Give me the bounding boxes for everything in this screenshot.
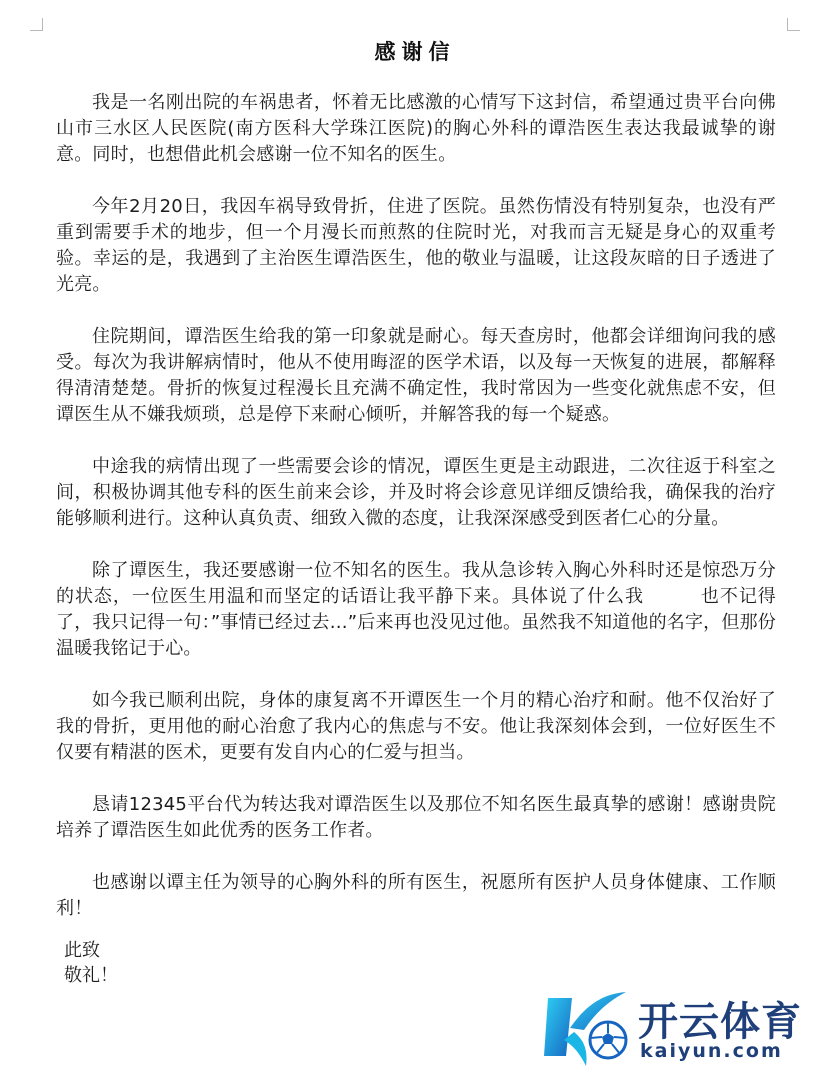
- letter-body: [56, 90, 776, 948]
- brand-url: kaiyun.com: [640, 1040, 783, 1062]
- brand-watermark: [540, 978, 810, 1078]
- brand-name: 开云体育: [638, 999, 802, 1045]
- paragraph-3: 住院期间，谭浩医生给我的第一印象就是耐心。每天查房时，他都会详细询问我的感受。每次为我讲解病情时，他从不使用晦涩的医学术语，以及每一天恢复的进展，都解释得清清楚楚。骨折的恢复过程漫长且充满不确定性，我时常因为一些变化就焦虑不安，但谭医生从不嫌我烦琐，总是停下来耐心倾听，并解答我的每一个疑惑。: [56, 326, 776, 425]
- paragraph-8: 也感谢以谭主任为领导的心胸外科的所有医生，祝愿所有医护人员身体健康、工作顺利！: [56, 872, 776, 919]
- closing-salutation: 此致: [64, 940, 100, 961]
- page-corner-mark-left: [30, 18, 43, 31]
- page-corner-mark-right: [787, 18, 800, 31]
- paragraph-7: 恳请12345平台代为转达我对谭浩医生以及那位不知名医生最真挚的感谢！感谢贵院培养了谭浩医生如此优秀的医务工作者。: [56, 794, 776, 841]
- letter-title: 感谢信: [374, 40, 456, 64]
- brand-logo-icon: [540, 978, 640, 1078]
- closing-regards: 敬礼！: [64, 965, 118, 986]
- paragraph-6: 如今我已顺利出院，身体的康复离不开谭医生一个月的精心治疗和耐。他不仅治好了我的骨折，更用他的耐心治愈了我内心的焦虑与不安。他让我深刻体会到，一位好医生不仅要有精湛的医术，更要有发自内心的仁爱与担当。: [56, 690, 776, 763]
- paragraph-2: 今年2月20日，我因车祸导致骨折，住进了医院。虽然伤情没有特别复杂，也没有严重到需要手术的地步，但一个月漫长而煎熬的住院时光，对我而言无疑是身心的双重考验。幸运的是，我遇到了主治医生谭浩医生，他的敬业与温暖，让这段灰暗的日子透进了光亮。: [56, 196, 776, 295]
- paragraph-4: 中途我的病情出现了一些需要会诊的情况，谭医生更是主动跟进，二次往返于科室之间，积极协调其他专科的医生前来会诊，并及时将会诊意见详细反馈给我，确保我的治疗能够顺利进行。这种认真负责、细致入微的态度，让我深深感受到医者仁心的分量。: [56, 456, 776, 529]
- paragraph-1: 我是一名刚出院的车祸患者，怀着无比感激的心情写下这封信，希望通过贵平台向佛山市三水区人民医院(南方医科大学珠江医院)的胸心外科的谭浩医生表达我最诚挚的谢意。同时，也想借此机会感谢一位不知名的医生。: [56, 92, 776, 165]
- paragraph-5: 除了谭医生，我还要感谢一位不知名的医生。我从急诊转入胸心外科时还是惊恐万分的状态，一位医生用温和而坚定的话语让我平静下来。具体说了什么我 也不记得了，我只记得一句：”事情已经过去…”后来再也没见过他。虽然我不知道他的名字，但那份温暖我铭记于心。: [56, 560, 776, 659]
- soccer-ball-icon: [590, 1022, 626, 1058]
- letter-closing: [64, 938, 118, 988]
